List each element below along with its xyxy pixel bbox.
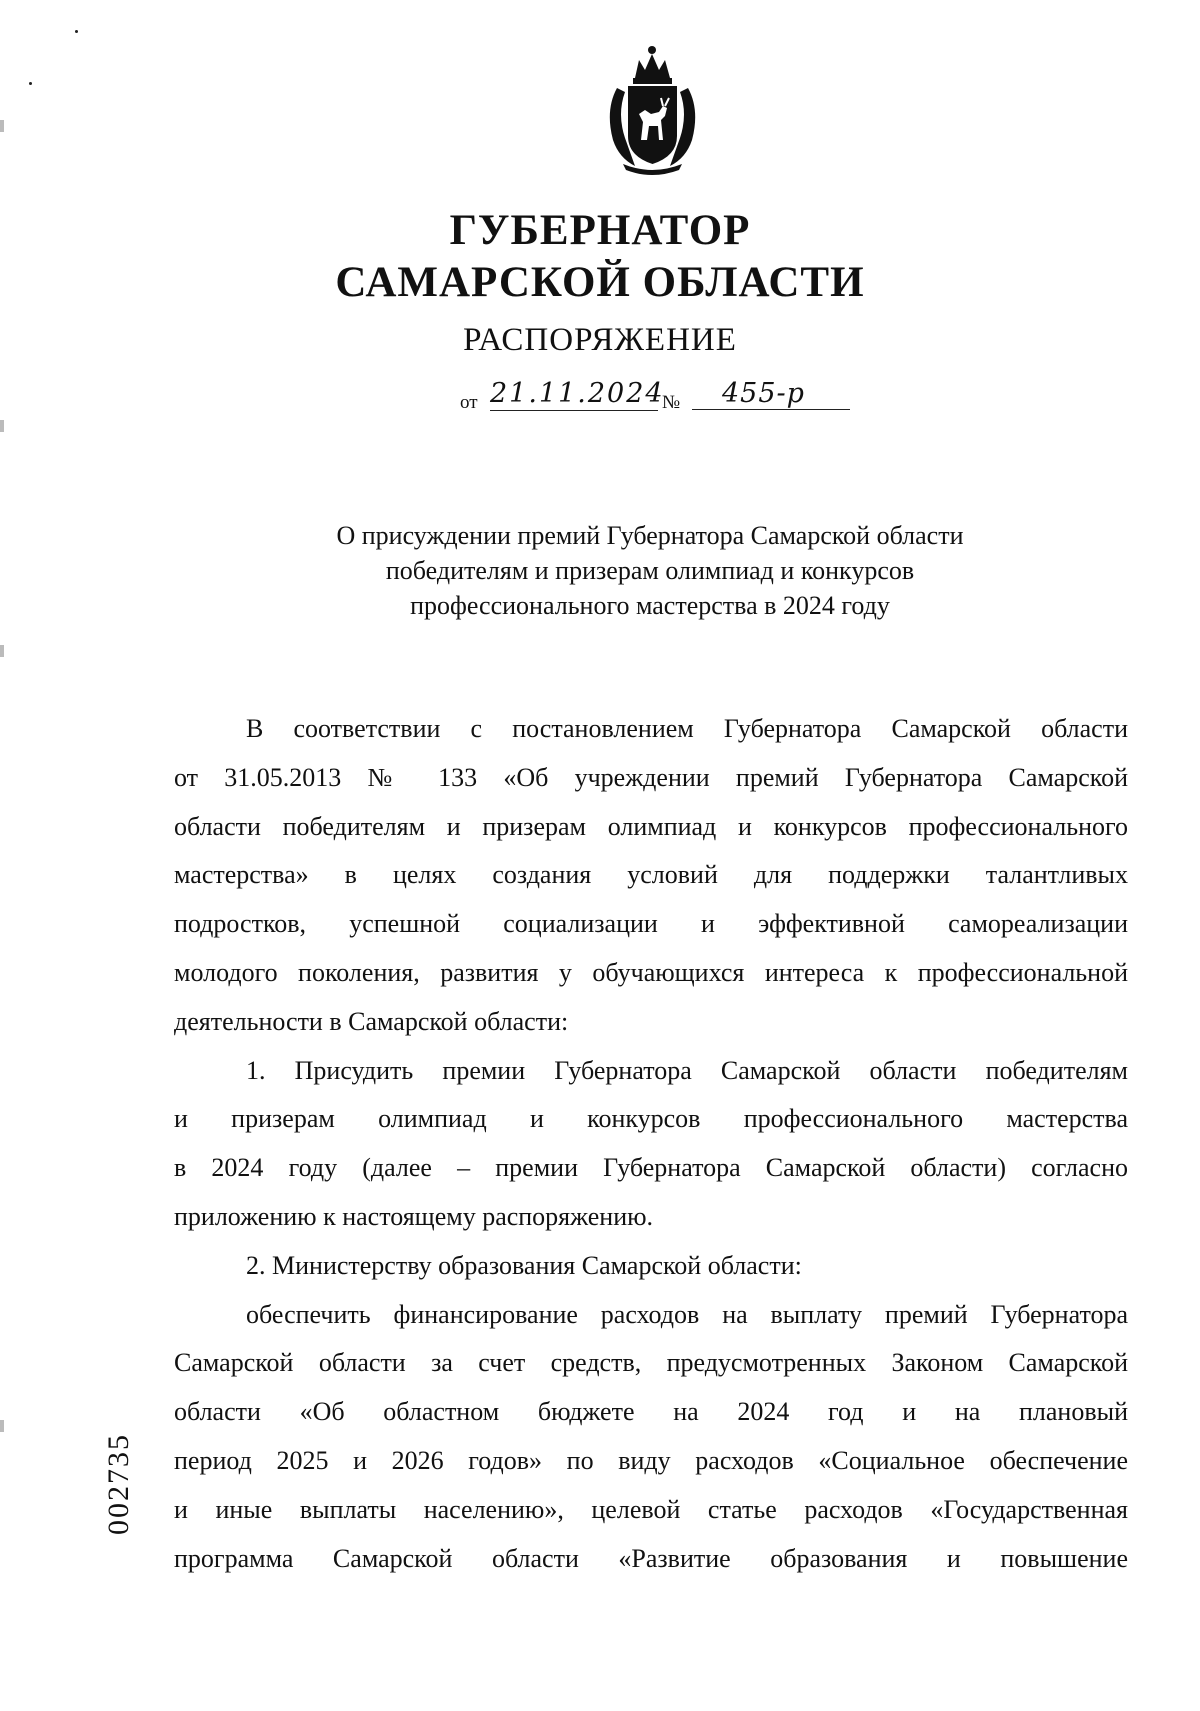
body-line: деятельности в Самарской области:: [174, 1006, 569, 1036]
body-line: обеспечить финансирование расходов на выплату премий Губернатора: [246, 1299, 1128, 1329]
body-line: области «Об областном бюджете на 2024 год и на плановый: [174, 1397, 1128, 1427]
document-title: [250, 518, 1050, 623]
issuer-title-line1: ГУБЕРНАТОР: [449, 207, 751, 254]
title-line: О присуждении премий Губернатора Самарской области: [336, 521, 964, 550]
body-line: программа Самарской области «Развитие образования и повышение: [174, 1543, 1128, 1573]
scan-edge-mark: [0, 420, 4, 432]
body-line: подростков, успешной социализации и эффективной самореализации: [174, 909, 1128, 939]
body-line: и иные выплаты населению», целевой статье расходов «Государственная: [174, 1494, 1128, 1524]
body-line: мастерства» в целях создания условий для поддержки талантливых: [174, 860, 1128, 890]
body-line: В соответствии с постановлением Губернатора Самарской области: [246, 714, 1128, 743]
body-line: и призерам олимпиад и конкурсов профессионального мастерства: [174, 1104, 1128, 1134]
title-line: профессионального мастерства в 2024 году: [410, 591, 890, 620]
body-line: 1. Присудить премии Губернатора Самарской области победителям: [246, 1055, 1128, 1085]
scan-edge-mark: [0, 645, 4, 657]
document-type: РАСПОРЯЖЕНИЕ: [463, 322, 737, 358]
body-line: приложению к настоящему распоряжению.: [174, 1201, 654, 1231]
scan-edge-mark: [0, 120, 4, 132]
order-number: 455-р: [692, 378, 850, 410]
margin-serial-number: 002735: [102, 1433, 135, 1535]
body-line: Самарской области за счет средств, предусмотренных Законом Самарской: [174, 1348, 1128, 1378]
date-label: от: [460, 392, 478, 413]
body-line: период 2025 и 2026 годов» по виду расходов «Социальное обеспечение: [174, 1445, 1128, 1475]
body-line: области победителям и призерам олимпиад и конкурсов профессионального: [174, 811, 1128, 841]
number-label: №: [662, 392, 681, 413]
issuer-title-line2: САМАРСКОЙ ОБЛАСТИ: [335, 259, 865, 306]
body-line: в 2024 году (далее – премии Губернатора Самарской области) согласно: [174, 1153, 1128, 1183]
order-date: 21.11.2024: [490, 378, 665, 409]
document-body: [174, 705, 1128, 1583]
scan-dot: [29, 82, 32, 85]
coat-of-arms-icon: [595, 40, 710, 175]
body-line: 2. Министерству образования Самарской области:: [246, 1250, 802, 1280]
scan-dot: [75, 30, 78, 33]
scan-edge-mark: [0, 1420, 4, 1432]
title-line: победителям и призерам олимпиад и конкурсов: [385, 556, 915, 585]
body-line: молодого поколения, развития у обучающихся интереса к профессиональной: [174, 957, 1128, 987]
body-line: от 31.05.2013 № 133 «Об учреждении премий Губернатора Самарской: [174, 762, 1128, 792]
